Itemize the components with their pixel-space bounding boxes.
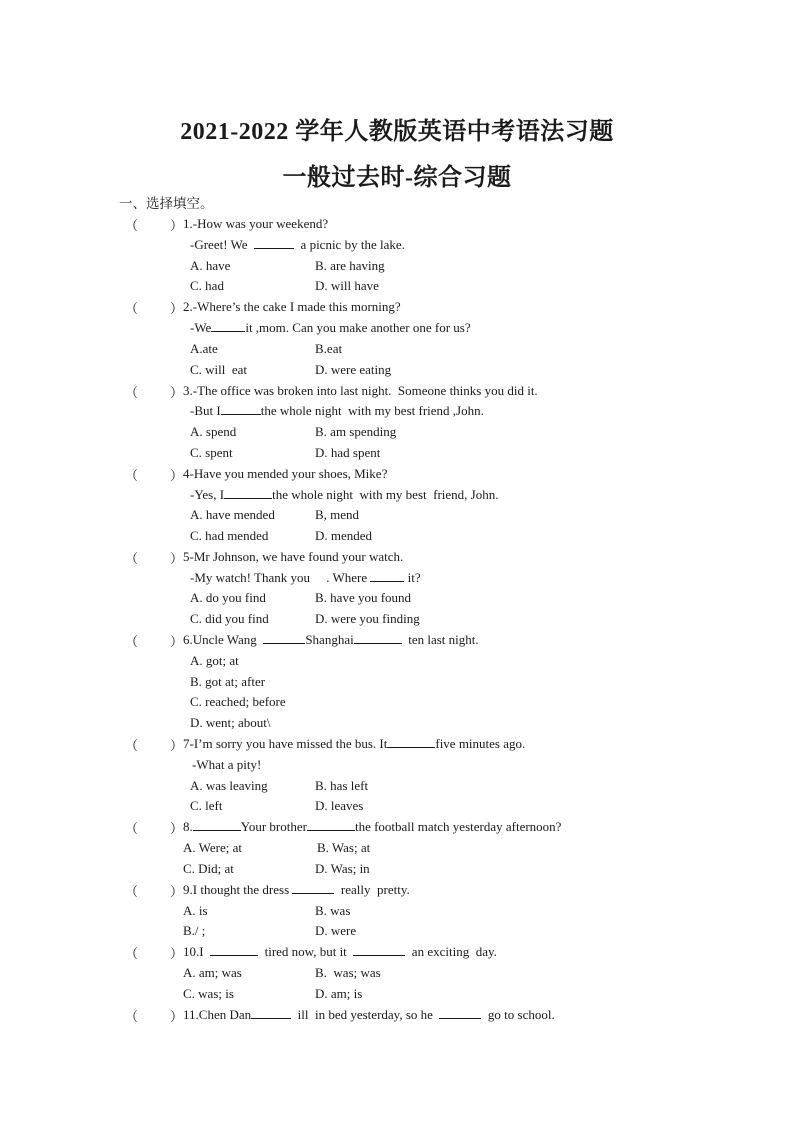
answer-blank — [251, 1007, 291, 1019]
answer-bracket-open: （ — [125, 884, 139, 899]
option-b: B. was — [315, 903, 351, 918]
question-text: five minutes ago. — [435, 736, 526, 751]
document-title: 2021-2022 学年人教版英语中考语法习题 — [180, 119, 614, 145]
reply-text: a picnic by the lake. — [300, 237, 405, 252]
question-text: Chen Dan — [198, 1007, 252, 1022]
question-reply — [190, 320, 471, 336]
answer-blank — [224, 487, 272, 499]
reply-text: the whole night with my best friend, John. — [272, 487, 499, 502]
option-d: D. will have — [315, 278, 379, 293]
answer-bracket-close: ） — [170, 634, 184, 649]
question-number: 8. — [183, 819, 193, 834]
option-b: B.eat — [315, 341, 343, 356]
answer-blank — [211, 320, 245, 332]
answer-blank — [254, 237, 294, 249]
reply-text: -Greet! We — [190, 237, 248, 252]
question-number: 4 — [183, 466, 190, 481]
answer-bracket-close: ） — [170, 738, 184, 753]
option-d: D. went; about\ — [190, 715, 271, 730]
question-text: I — [199, 944, 204, 959]
option-a: A. was leaving — [190, 778, 268, 793]
option-d: D. had spent — [315, 445, 381, 460]
question-text: an exciting day. — [411, 944, 497, 959]
option-d: D. leaves — [315, 798, 364, 813]
question-reply — [190, 570, 421, 586]
question-prompt — [183, 944, 497, 960]
option-c: C. Did; at — [183, 861, 234, 876]
answer-bracket-open: （ — [125, 551, 139, 566]
question-number: 5 — [183, 549, 190, 564]
option-c: C. spent — [190, 445, 233, 460]
question-number: 9. — [183, 882, 193, 897]
answer-bracket-open: （ — [125, 1009, 139, 1024]
question-text: -I’m sorry you have missed the bus. It — [189, 736, 388, 751]
option-a: A. is — [183, 903, 208, 918]
option-c: C. was; is — [183, 986, 234, 1001]
question-text: Your brother — [240, 819, 307, 834]
answer-blank — [370, 570, 404, 582]
question-number: 1. — [183, 216, 193, 231]
question-text: I thought the dress — [192, 882, 290, 897]
answer-bracket-open: （ — [125, 385, 139, 400]
question-text: tired now, but it — [264, 944, 347, 959]
option-c: C. had — [190, 278, 224, 293]
section-heading: 一、选择填空。 — [119, 196, 214, 212]
option-a: A.ate — [190, 341, 218, 356]
question-prompt — [183, 299, 401, 315]
answer-blank — [307, 819, 355, 831]
question-prompt — [183, 383, 538, 399]
reply-text: -Yes, I — [190, 487, 225, 502]
option-b: B, mend — [315, 507, 360, 522]
option-d: D. were eating — [315, 362, 392, 377]
answer-bracket-open: （ — [125, 218, 139, 233]
answer-blank — [221, 403, 261, 415]
answer-bracket-close: ） — [170, 1009, 184, 1024]
question-number: 3. — [183, 383, 193, 398]
option-d: D. were — [315, 923, 357, 938]
option-b: B. got at; after — [190, 674, 266, 689]
question-text: ill in bed yesterday, so he — [297, 1007, 433, 1022]
answer-blank — [353, 944, 405, 956]
question-reply: -What a pity! — [192, 757, 262, 772]
reply-text: -We — [190, 320, 212, 335]
answer-blank — [354, 632, 402, 644]
answer-bracket-close: ） — [170, 946, 184, 961]
option-a: A. do you find — [190, 590, 266, 605]
answer-bracket-close: ） — [170, 218, 184, 233]
question-number: 10. — [183, 944, 200, 959]
question-text: go to school. — [487, 1007, 555, 1022]
question-text: Uncle Wang — [192, 632, 257, 647]
question-text: the football match yesterday afternoon? — [354, 819, 562, 834]
reply-text: it ,mom. Can you make another one for us? — [245, 320, 471, 335]
question-text: ten last night. — [408, 632, 479, 647]
question-text: -Where’s the cake I made this morning? — [192, 299, 401, 314]
answer-bracket-close: ） — [170, 301, 184, 316]
option-c: C. reached; before — [190, 694, 286, 709]
answer-bracket-open: （ — [125, 468, 139, 483]
answer-bracket-close: ） — [170, 551, 184, 566]
question-number: 7 — [183, 736, 190, 751]
reply-text: the whole night with my best friend ,John. — [260, 403, 484, 418]
option-c: C. left — [190, 798, 223, 813]
question-prompt — [183, 819, 561, 835]
option-b: B. have you found — [315, 590, 412, 605]
question-prompt — [183, 1007, 555, 1023]
answer-blank — [210, 944, 258, 956]
question-number: 2. — [183, 299, 193, 314]
answer-bracket-close: ） — [170, 468, 184, 483]
option-a: A. am; was — [183, 965, 242, 980]
option-a: A. Were; at — [183, 840, 242, 855]
option-c: C. did you find — [190, 611, 269, 626]
reply-text: it? — [407, 570, 421, 585]
option-b: B. has left — [315, 778, 369, 793]
answer-blank — [193, 819, 241, 831]
option-b: B. was; was — [315, 965, 381, 980]
answer-blank — [263, 632, 305, 644]
reply-text: -My watch! Thank you . Where — [190, 570, 368, 585]
answer-blank — [387, 736, 435, 748]
question-prompt — [183, 882, 410, 898]
answer-bracket-close: ） — [170, 821, 184, 836]
question-reply — [190, 403, 484, 419]
question-text: Shanghai — [305, 632, 354, 647]
option-a: A. got; at — [190, 653, 239, 668]
question-text: -Have you mended your shoes, Mike? — [189, 466, 388, 481]
option-b: B. are having — [315, 258, 385, 273]
answer-bracket-open: （ — [125, 301, 139, 316]
question-prompt — [183, 632, 479, 648]
reply-text: -But I — [190, 403, 221, 418]
option-d: D. Was; in — [315, 861, 370, 876]
option-d: D. mended — [315, 528, 373, 543]
question-reply — [190, 237, 405, 253]
answer-bracket-close: ） — [170, 385, 184, 400]
option-c: B./ ; — [183, 923, 206, 938]
question-text: -How was your weekend? — [192, 216, 329, 231]
question-prompt — [183, 216, 328, 232]
option-a: A. have mended — [190, 507, 275, 522]
question-prompt — [183, 736, 525, 752]
option-b: B. am spending — [315, 424, 397, 439]
question-number: 11. — [183, 1007, 199, 1022]
option-c: C. will eat — [190, 362, 248, 377]
question-text: -Mr Johnson, we have found your watch. — [189, 549, 404, 564]
option-d: D. were you finding — [315, 611, 420, 626]
answer-bracket-open: （ — [125, 946, 139, 961]
document-subtitle: 一般过去时-综合习题 — [282, 165, 512, 191]
option-a: A. spend — [190, 424, 237, 439]
answer-blank — [439, 1007, 481, 1019]
answer-bracket-open: （ — [125, 634, 139, 649]
option-a: A. have — [190, 258, 231, 273]
answer-bracket-open: （ — [125, 821, 139, 836]
answer-bracket-close: ） — [170, 884, 184, 899]
option-c: C. had mended — [190, 528, 269, 543]
answer-blank — [292, 882, 334, 894]
option-b: B. Was; at — [317, 840, 371, 855]
question-prompt — [183, 549, 403, 565]
question-prompt — [183, 466, 387, 482]
option-d: D. am; is — [315, 986, 363, 1001]
question-reply — [190, 487, 498, 503]
question-text: really pretty. — [340, 882, 410, 897]
answer-bracket-open: （ — [125, 738, 139, 753]
question-number: 6. — [183, 632, 193, 647]
question-text: -The office was broken into last night. Someone thinks you did it. — [192, 383, 538, 398]
